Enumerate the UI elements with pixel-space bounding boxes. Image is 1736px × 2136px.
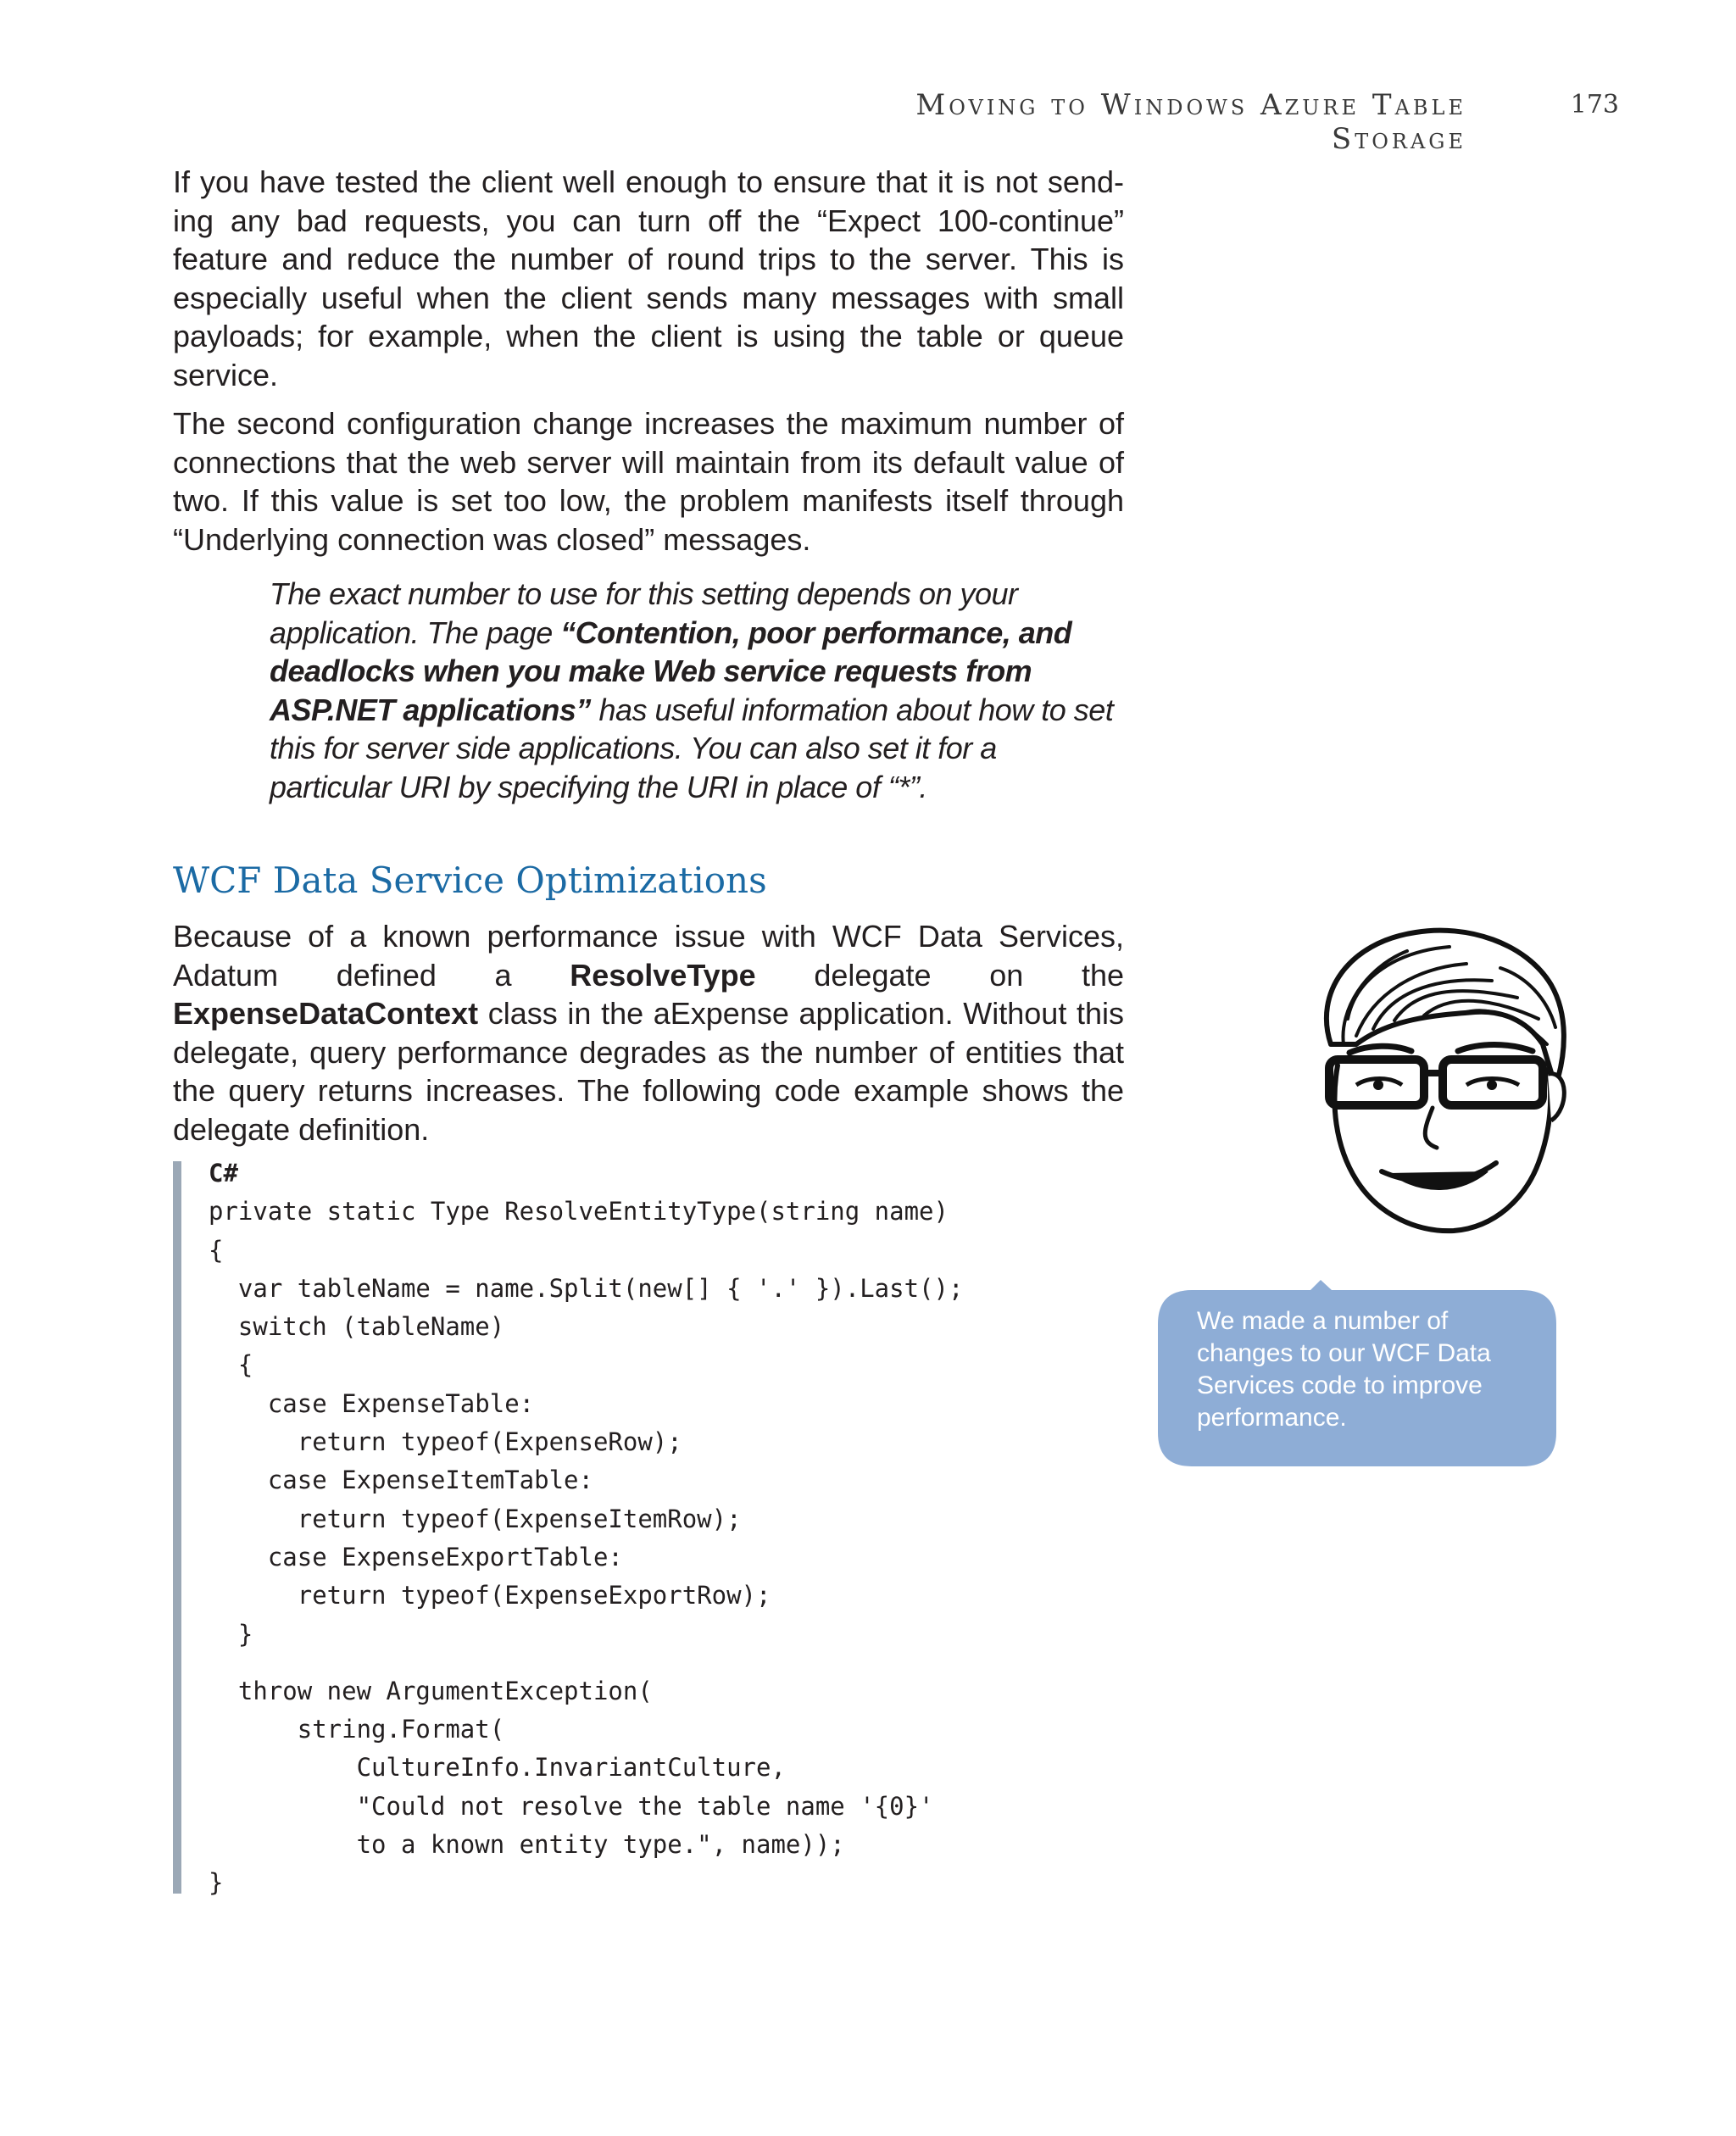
page-number: 173 xyxy=(1570,90,1619,120)
callout-text: We made a number of changes to our WCF Data Services code to improve performance. xyxy=(1197,1307,1491,1432)
code-line: return typeof(ExpenseItemRow); xyxy=(209,1504,742,1533)
code-line: return typeof(ExpenseRow); xyxy=(209,1427,682,1457)
paragraph-text: Because of a known performance issue with WCF Data Services, Adatum defined a xyxy=(173,919,1124,993)
code-line: } xyxy=(209,1619,253,1649)
code-line: { xyxy=(209,1350,253,1380)
code-block-bar xyxy=(173,1161,181,1894)
code-line: to a known entity type.", name)); xyxy=(209,1830,845,1860)
code-line: string.Format( xyxy=(209,1715,505,1744)
section-heading: WCF Data Service Optimizations xyxy=(173,859,767,901)
code-line: case ExpenseExportTable: xyxy=(209,1542,623,1571)
code-language-label: C# xyxy=(209,1159,238,1188)
character-portrait-icon xyxy=(1297,917,1577,1248)
note-tail: has useful information about how to set this for server side applications. You can also set it for a particular URI by specifying the URI in place of “*”. xyxy=(270,692,1114,804)
paragraph-text: delegate on the xyxy=(755,957,1124,993)
paragraph-text: class in the aExpense application. Without this delegate, query performance degrades as the number of entities that the query returns increases. The following code example shows the delegate definition. xyxy=(173,996,1124,1147)
body-paragraph: If you have tested the client well enough to ensure that it is not sending any bad requests, you can turn off the “Expect 100-continue” feature and reduce the number of round trips to the server. This is especially useful when the client sends many messages with small payloads; for example, when the client is using the table or queue service. xyxy=(173,164,1124,392)
running-head: Moving to Windows Azure Table Storage xyxy=(915,88,1466,156)
code-gap xyxy=(209,1654,1158,1672)
code-term: ResolveType xyxy=(570,957,756,993)
code-line: } xyxy=(209,1868,224,1898)
code-section-a xyxy=(209,1193,1158,1654)
code-block xyxy=(209,1154,1158,1903)
code-term: ExpenseDataContext xyxy=(173,996,479,1031)
code-line: { xyxy=(209,1235,224,1265)
code-line: case ExpenseTable: xyxy=(209,1388,535,1418)
body-paragraph: The second configuration change increases the maximum number of connections that the web server will maintain from its default value of two. If this value is set too low, the problem manifests itself through “Underlying connection was closed” messages. xyxy=(173,406,1124,557)
note-reference-title: “Contention, poor performance, and deadlocks when you make Web service requests from ASP.NET applications” xyxy=(270,615,1072,727)
body-paragraph xyxy=(173,917,1124,1149)
code-line: switch (tableName) xyxy=(209,1312,505,1342)
note-lead: The exact number to use for this setting depends on your application. The page xyxy=(270,576,1018,650)
code-line: return typeof(ExpenseExportRow); xyxy=(209,1581,771,1610)
code-line: "Could not resolve the table name '{0}' xyxy=(209,1791,934,1821)
code-line: var tableName = name.Split(new[] { '.' }).Last(); xyxy=(209,1273,964,1303)
code-line: case ExpenseItemTable: xyxy=(209,1466,593,1495)
code-line: CultureInfo.InvariantCulture, xyxy=(209,1753,786,1783)
code-line: throw new ArgumentException( xyxy=(209,1676,653,1705)
code-section-b xyxy=(209,1672,1158,1903)
italic-note xyxy=(270,575,1117,806)
code-line: private static Type ResolveEntityType(string name) xyxy=(209,1197,949,1227)
